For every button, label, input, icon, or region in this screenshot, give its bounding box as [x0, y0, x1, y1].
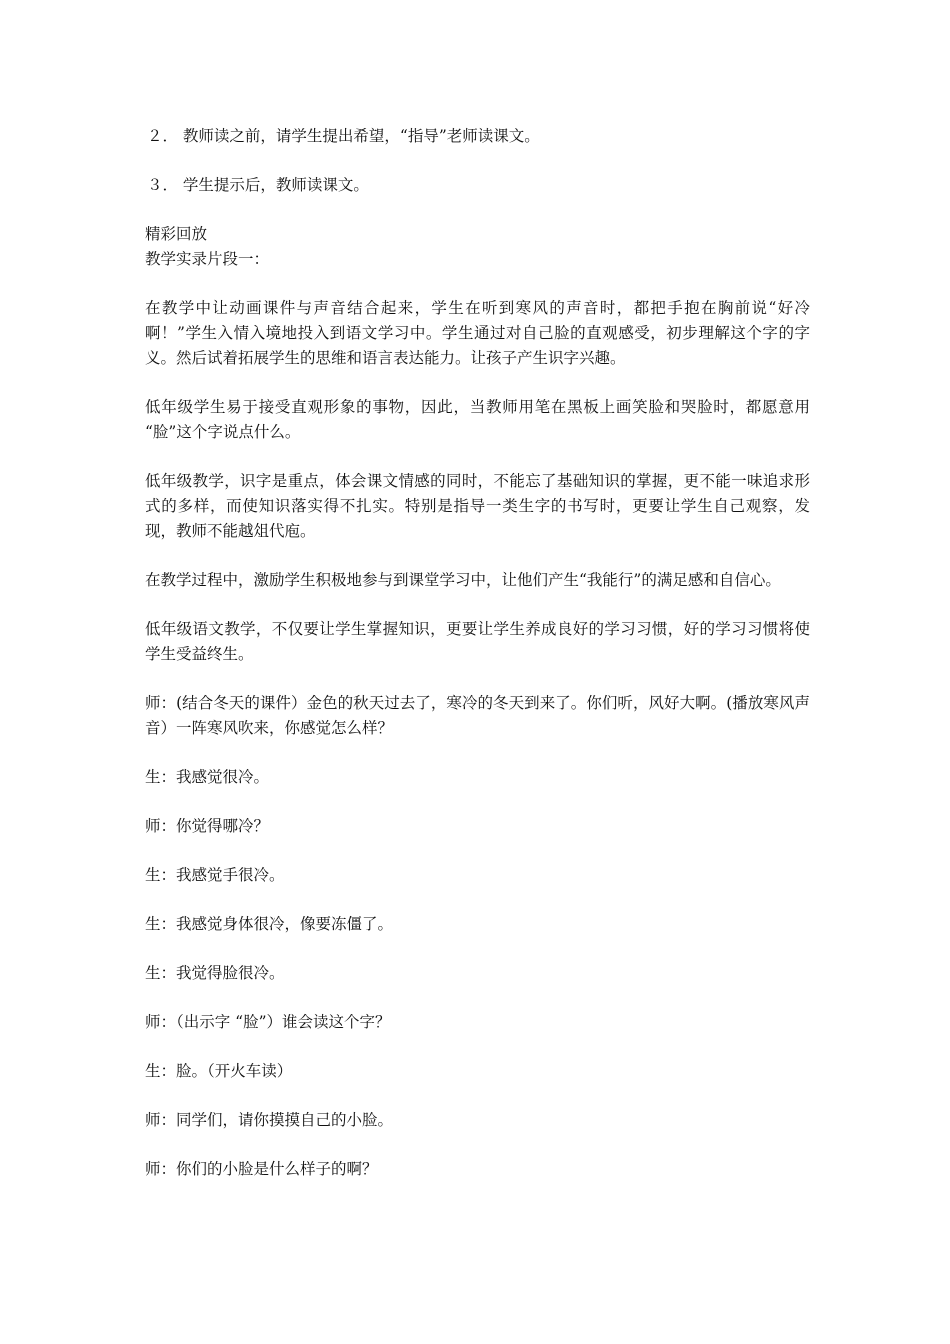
- dialogue-line: 师：（出示字 “脸”）谁会读这个字？: [145, 1013, 391, 1031]
- paragraph: 在教学中让动画课件与声音结合起来，学生在听到寒风的声音时，都把手抱在胸前说“好冷啊！”学生入情入境地投入到语文学习中。学生通过对自己脸的直观感受，初步理解这个字的字义。然后试着拓展学生的思维和语言表达能力。让孩子产生识字兴趣。: [145, 299, 810, 367]
- section-subtitle: 教学实录片段一：: [145, 250, 270, 268]
- dialogue-line: 师：你觉得哪冷？: [145, 817, 270, 835]
- paragraph: 在教学过程中，激励学生积极地参与到课堂学习中，让他们产生“我能行”的满足感和自信心。: [145, 571, 781, 589]
- section-heading: [145, 222, 810, 272]
- dialogue-line: 生：我觉得脸很冷。: [145, 964, 285, 982]
- dialogue-line: 师：你们的小脸是什么样子的啊？: [145, 1160, 378, 1178]
- paragraph: 低年级教学，识字是重点，体会课文情感的同时，不能忘了基础知识的掌握，更不能一味追求形式的多样，而使知识落实得不扎实。特别是指导一类生字的书写时，更要让学生自己观察，发现，教师不能越俎代庖。: [145, 472, 810, 540]
- section-title: 精彩回放: [145, 225, 208, 243]
- document-page: [145, 124, 810, 1206]
- dialogue-line: 生：我感觉手很冷。: [145, 866, 285, 884]
- dialogue-line: 师：同学们，请你摸摸自己的小脸。: [145, 1111, 394, 1129]
- dialogue-line: 生：我感觉身体很冷，像要冻僵了。: [145, 915, 394, 933]
- list-item-3: ３． 学生提示后，教师读课文。: [147, 176, 369, 194]
- dialogue-line: 生：脸。（开火车读）: [145, 1062, 293, 1080]
- paragraph: 低年级学生易于接受直观形象的事物，因此，当教师用笔在黑板上画笑脸和哭脸时，都愿意用 “脸”这个字说点什么。: [145, 398, 810, 441]
- dialogue-line: 师：(结合冬天的课件）金色的秋天过去了，寒冷的冬天到来了。你们听，风好大啊。(播放寒风声音）一阵寒风吹来，你感觉怎么样？: [145, 694, 810, 737]
- list-item-2: ２． 教师读之前，请学生提出希望，“指导”老师读课文。: [147, 127, 540, 145]
- paragraph: 低年级语文教学，不仅要让学生掌握知识，更要让学生养成良好的学习习惯，好的学习习惯将使学生受益终生。: [145, 620, 810, 663]
- dialogue-line: 生：我感觉很冷。: [145, 768, 270, 786]
